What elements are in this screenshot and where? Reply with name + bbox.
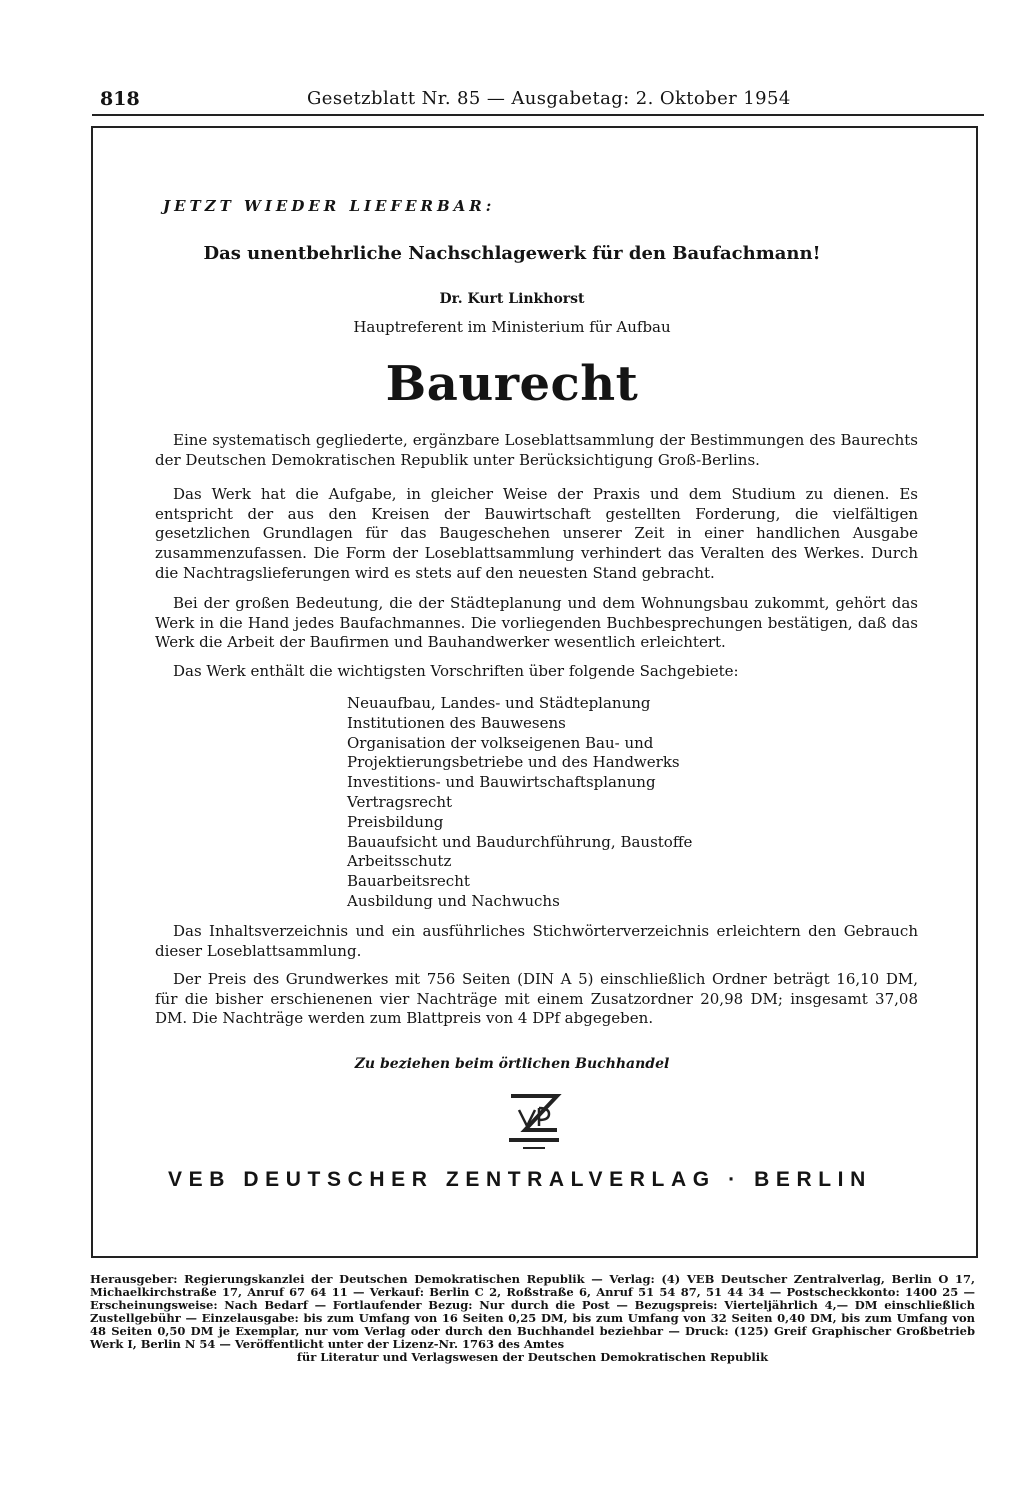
header-rule bbox=[92, 114, 984, 116]
paragraph-text: Das Werk enthält die wichtigsten Vorschriften über folgende Sachgebiete: bbox=[173, 662, 739, 680]
list-item: Vertragsrecht bbox=[347, 792, 453, 811]
paragraph-text: Bei der großen Bedeutung, die der Städteplanung und dem Wohnungsbau zukommt, gehört das Werk in die Hand jedes Baufachmannes. Die vorliegenden Buchbesprechungen bestätigen, daß das Werk die Arbeit der Baufirmen und Bauhandwerker wesentlich erleichtert. bbox=[155, 594, 918, 652]
paragraph-text: Eine systematisch gegliederte, ergänzbare Loseblattsammlung der Bestimmungen des Baurechts der Deutschen Demokratischen Republik unter Berücksichtigung Groß-Berlins. bbox=[155, 431, 918, 469]
publisher-logo-icon bbox=[505, 1090, 563, 1152]
paragraph bbox=[155, 431, 918, 470]
list-item: Institutionen des Bauwesens bbox=[347, 713, 566, 732]
paragraph bbox=[155, 485, 918, 584]
book-title: Baurecht bbox=[385, 356, 639, 412]
paragraph bbox=[155, 662, 918, 682]
publisher-name: VEB DEUTSCHER ZENTRALVERLAG · BERLIN bbox=[168, 1168, 872, 1191]
list-item: Arbeitsschutz bbox=[347, 852, 452, 871]
topic-list bbox=[347, 694, 692, 912]
author-name: Dr. Kurt Linkhorst bbox=[439, 291, 585, 307]
kicker: JETZT WIEDER LIEFERBAR: bbox=[163, 197, 496, 215]
list-item: Neuaufbau, Landes- und Städteplanung bbox=[347, 694, 651, 712]
author-role: Hauptreferent im Ministerium für Aufbau bbox=[353, 318, 671, 336]
index-note bbox=[155, 922, 918, 961]
price-note bbox=[155, 970, 918, 1029]
distribution-note: Zu beziehen beim örtlichen Buchhandel bbox=[354, 1056, 670, 1072]
list-item: Bauaufsicht und Baudurchführung, Baustoffe bbox=[347, 832, 693, 851]
page-number: 818 bbox=[100, 88, 140, 110]
list-item: Bauarbeitsrecht bbox=[347, 872, 470, 891]
imprint-text: für Literatur und Verlagswesen der Deutschen Demokratischen Republik bbox=[296, 1350, 769, 1364]
list-item: Investitions- und Bauwirtschaftsplanung bbox=[347, 773, 656, 792]
running-title: Gesetzblatt Nr. 85 — Ausgabetag: 2. Oktober 1954 bbox=[307, 88, 791, 109]
headline: Das unentbehrliche Nachschlagewerk für den Baufachmann! bbox=[203, 243, 821, 264]
list-item: Preisbildung bbox=[347, 812, 444, 831]
index-note-text: Das Inhaltsverzeichnis und ein ausführliches Stichwörterverzeichnis erleichtern den Gebrauch dieser Loseblattsammlung. bbox=[155, 922, 918, 960]
imprint-text: Herausgeber: Regierungskanzlei der Deutschen Demokratischen Republik — Verlag: (4) VEB Deutscher Zentralverlag, Berlin O 17, Michaelkirchstraße 17, Anruf 67 64 11 — Verkauf: Berlin C 2, Roßstraße 6, Anruf 51 54 87, 51 44 34 — Postscheckkonto: 1400 25 — Erscheinungsweise: Nach Bedarf — Fortlaufender Bezug: Nur durch die Post — Bezugspreis: Vierteljährlich 4,— DM einschließlich Zustellgebühr — Einzelausgabe: bis zum Umfang von 16 Seiten 0,25 DM, bis zum Umfang von 32 Seiten 0,40 DM, bis zum Umfang von 48 Seiten 0,50 DM je Exemplar, nur vom Verlag oder durch den Buchhandel beziehbar — Druck: (125) Greif Graphischer Großbetrieb Werk I, Berlin N 54 — Veröffentlicht unter der Lizenz-Nr. 1763 des Amtes bbox=[90, 1272, 975, 1351]
list-item: Projektierungsbetriebe und des Handwerks bbox=[347, 753, 680, 772]
price-note-text: Der Preis des Grundwerkes mit 756 Seiten (DIN A 5) einschließlich Ordner beträgt 16,10 DM, für die bisher erschienenen vier Nachträge mit einem Zusatzordner 20,98 DM; insgesamt 37,08 DM. Die Nachträge werden zum Blattpreis von 4 DPf abgegeben. bbox=[155, 970, 918, 1028]
paragraph bbox=[155, 594, 918, 653]
list-item: Organisation der volkseigenen Bau- und bbox=[347, 733, 654, 752]
imprint bbox=[90, 1273, 975, 1364]
paragraph-text: Das Werk hat die Aufgabe, in gleicher Weise der Praxis und dem Studium zu dienen. Es entspricht der aus den Kreisen der Bauwirtschaft gestellten Forderung, die vielfältigen gesetzlichen Grundlagen für das Baugeschehen unserer Zeit in einer handlichen Ausgabe zusammenzufassen. Die Form der Loseblattsammlung verhindert das Veralten des Werkes. Durch die Nachtragslieferungen wird es stets auf den neuesten Stand gebracht. bbox=[155, 485, 918, 582]
list-item: Ausbildung und Nachwuchs bbox=[347, 891, 560, 910]
